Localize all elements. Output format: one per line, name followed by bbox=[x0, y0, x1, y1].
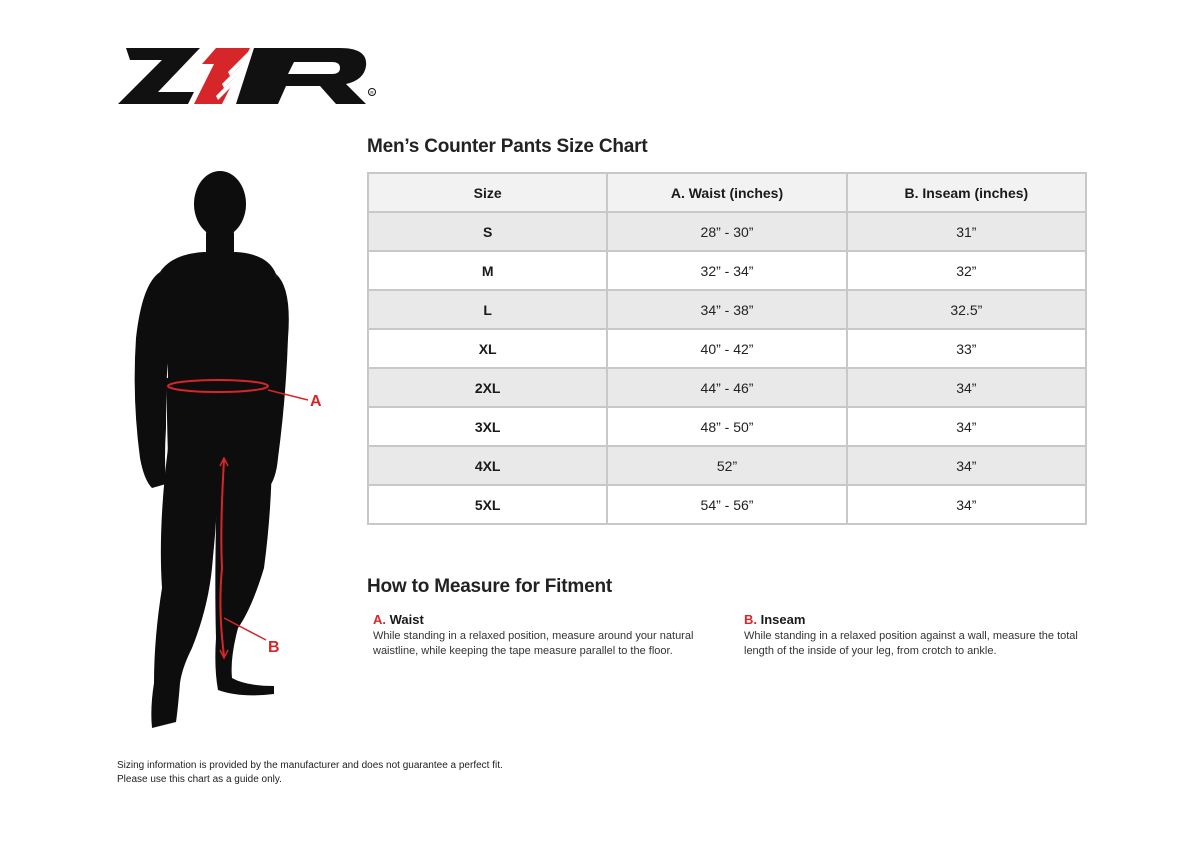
label-b: B bbox=[268, 639, 280, 656]
table-row bbox=[368, 290, 1086, 329]
disclaimer bbox=[117, 759, 503, 787]
svg-text:R: R bbox=[370, 90, 374, 95]
disclaimer-line: Sizing information is provided by the manufacturer and does not guarantee a perfect fit. bbox=[117, 760, 503, 771]
waist-cell: 44” - 46” bbox=[607, 368, 846, 407]
waist-cell: 40” - 42” bbox=[607, 329, 846, 368]
table-row bbox=[368, 446, 1086, 485]
header-waist: A. Waist (inches) bbox=[607, 173, 846, 212]
label-a: A bbox=[310, 393, 322, 410]
inseam-cell: 34” bbox=[847, 407, 1086, 446]
size-cell: 2XL bbox=[368, 368, 607, 407]
measure-waist-label: Waist bbox=[389, 612, 424, 627]
measure-waist-desc-line: While standing in a relaxed position, measure around your natural bbox=[373, 630, 694, 642]
table-row bbox=[368, 407, 1086, 446]
measure-waist-heading bbox=[373, 612, 718, 627]
z1r-logo bbox=[118, 48, 378, 104]
size-cell: XL bbox=[368, 329, 607, 368]
measure-inseam-desc-line: length of the inside of your leg, from crotch to ankle. bbox=[744, 645, 997, 657]
measure-inseam-heading bbox=[744, 612, 1089, 627]
measure-waist bbox=[373, 612, 718, 659]
size-cell: 5XL bbox=[368, 485, 607, 524]
measure-inseam-letter: B. bbox=[744, 612, 757, 627]
table-row bbox=[368, 368, 1086, 407]
table-row bbox=[368, 251, 1086, 290]
waist-cell: 52” bbox=[607, 446, 846, 485]
header-inseam: B. Inseam (inches) bbox=[847, 173, 1086, 212]
size-cell: 3XL bbox=[368, 407, 607, 446]
size-chart-table bbox=[367, 172, 1087, 525]
table-row bbox=[368, 212, 1086, 251]
measure-inseam-desc-line: While standing in a relaxed position against a wall, measure the total bbox=[744, 630, 1078, 642]
disclaimer-line: Please use this chart as a guide only. bbox=[117, 774, 282, 785]
size-chart-title: Men’s Counter Pants Size Chart bbox=[367, 136, 648, 157]
size-cell: L bbox=[368, 290, 607, 329]
waist-cell: 48” - 50” bbox=[607, 407, 846, 446]
table-row bbox=[368, 485, 1086, 524]
measure-inseam-desc bbox=[744, 629, 1089, 659]
inseam-cell: 31” bbox=[847, 212, 1086, 251]
inseam-cell: 32” bbox=[847, 251, 1086, 290]
table-row bbox=[368, 329, 1086, 368]
waist-cell: 28” - 30” bbox=[607, 212, 846, 251]
size-cell: 4XL bbox=[368, 446, 607, 485]
size-cell: S bbox=[368, 212, 607, 251]
inseam-cell: 34” bbox=[847, 485, 1086, 524]
inseam-cell: 34” bbox=[847, 446, 1086, 485]
measure-title: How to Measure for Fitment bbox=[367, 576, 612, 597]
measure-waist-desc-line: waistline, while keeping the tape measure parallel to the floor. bbox=[373, 645, 673, 657]
body-silhouette bbox=[120, 168, 340, 734]
waist-cell: 34” - 38” bbox=[607, 290, 846, 329]
inseam-cell: 33” bbox=[847, 329, 1086, 368]
measure-waist-letter: A. bbox=[373, 612, 386, 627]
measure-inseam bbox=[744, 612, 1089, 659]
waist-cell: 54” - 56” bbox=[607, 485, 846, 524]
table-header-row bbox=[368, 173, 1086, 212]
header-size: Size bbox=[368, 173, 607, 212]
waist-cell: 32” - 34” bbox=[607, 251, 846, 290]
size-cell: M bbox=[368, 251, 607, 290]
measure-inseam-label: Inseam bbox=[760, 612, 806, 627]
measure-waist-desc bbox=[373, 629, 718, 659]
inseam-cell: 32.5” bbox=[847, 290, 1086, 329]
inseam-cell: 34” bbox=[847, 368, 1086, 407]
